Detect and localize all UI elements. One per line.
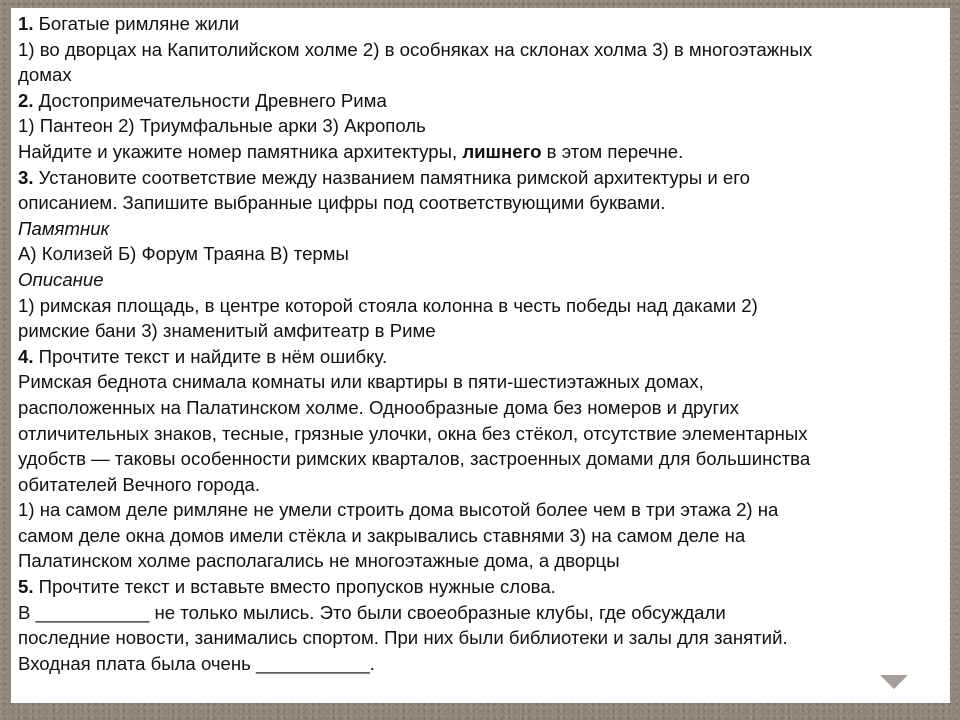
description-heading: Описание bbox=[18, 268, 104, 290]
question-4-text: расположенных на Палатинском холме. Однообразные дома без номеров и других bbox=[18, 396, 739, 418]
question-4-text: Римская беднота снимала комнаты или квартиры в пяти-шестиэтажных домах, bbox=[18, 371, 704, 393]
question-4-text: отличительных знаков, тесные, грязные улочки, окна без стёкол, отсутствие элементарных bbox=[18, 422, 808, 444]
question-1-title: 1. Богатые римляне жили bbox=[18, 13, 240, 34]
question-5-text: последние новости, занимались спортом. При них были библиотеки и залы для занятий. bbox=[18, 627, 788, 649]
question-4-options: 1) на самом деле римляне не умели строить дома высотой более чем в три этажа 2) на bbox=[18, 499, 779, 521]
question-number: 5. bbox=[18, 576, 34, 598]
description-list: 1) римская площадь, в центре которой стояла колонна в честь победы над даками 2) bbox=[18, 294, 758, 316]
question-5-text: В ___________ не только мылись. Это были своеобразные клубы, где обсуждали bbox=[18, 601, 726, 623]
question-3-title-cont: описанием. Запишите выбранные цифры под соответствующими буквами. bbox=[18, 192, 666, 214]
question-5-text: Входная плата была очень ___________. bbox=[18, 652, 375, 674]
worksheet-text bbox=[18, 11, 938, 676]
monument-heading: Памятник bbox=[18, 217, 110, 239]
question-4-options: Палатинском холме располагались не многоэтажные дома, а дворцы bbox=[18, 550, 620, 572]
question-1-options: 1) во дворцах на Капитолийском холме 2) в особняках на склонах холма 3) в многоэтажных bbox=[18, 38, 813, 60]
question-4-options: самом деле окна домов имели стёкла и закрывались ставнями 3) на самом деле на bbox=[18, 524, 746, 546]
description-list-cont: римские бани 3) знаменитый амфитеатр в Риме bbox=[18, 320, 436, 342]
question-2-options: 1) Пантеон 2) Триумфальные арки 3) Акрополь bbox=[18, 115, 426, 137]
question-1-options-cont: домах bbox=[18, 64, 72, 86]
question-2-title: 2. Достопримечательности Древнего Рима bbox=[18, 89, 387, 111]
emphasis-word: лишнего bbox=[462, 140, 542, 162]
question-5-title: 5. Прочтите текст и вставьте вместо пропусков нужные слова. bbox=[18, 576, 556, 598]
question-4-text: удобств — таковы особенности римских кварталов, застроенных домами для большинства bbox=[18, 448, 811, 470]
question-number: 2. bbox=[18, 89, 34, 111]
slide-panel bbox=[11, 8, 950, 703]
question-2-instruction: Найдите и укажите номер памятника архитектуры, лишнего в этом перечне. bbox=[18, 140, 684, 162]
monument-list: А) Колизей Б) Форум Траяна В) термы bbox=[18, 243, 349, 265]
question-4-title: 4. Прочтите текст и найдите в нём ошибку. bbox=[18, 345, 388, 367]
slide-corner-icon bbox=[880, 675, 908, 689]
question-number: 1. bbox=[18, 13, 34, 34]
question-number: 4. bbox=[18, 345, 34, 367]
question-number: 3. bbox=[18, 166, 34, 188]
question-3-title: 3. Установите соответствие между названием памятника римской архитектуры и его bbox=[18, 166, 750, 188]
question-4-text: обитателей Вечного города. bbox=[18, 473, 261, 495]
